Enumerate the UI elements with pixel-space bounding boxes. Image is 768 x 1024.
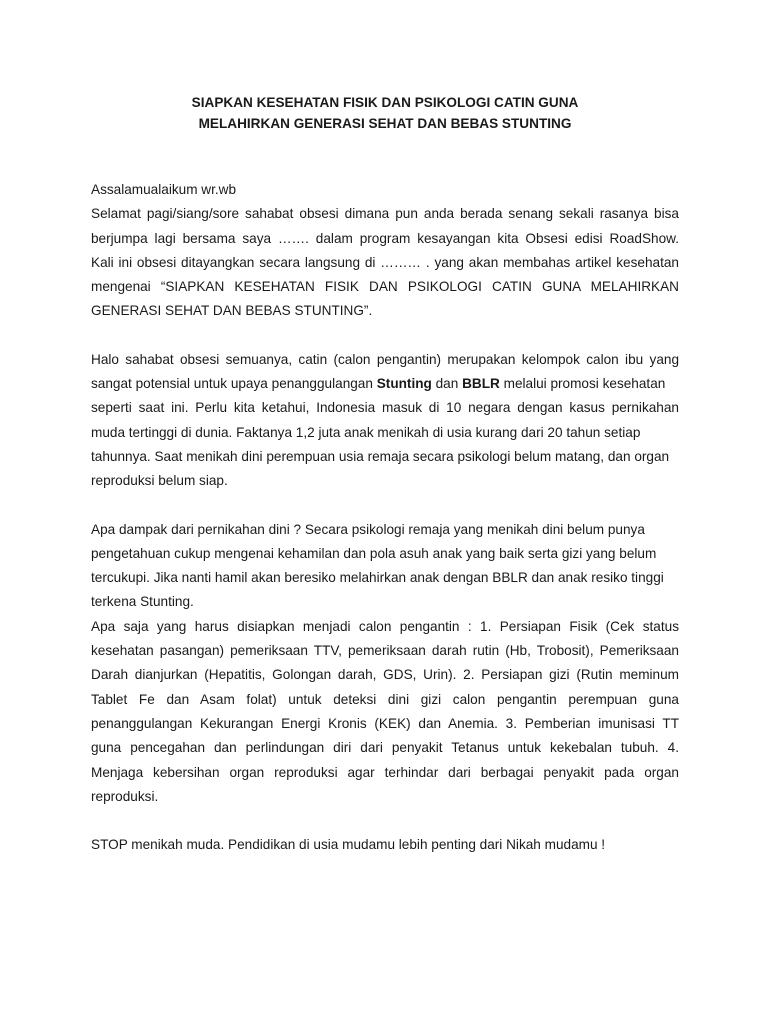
paragraph-line: terkena Stunting. [91, 594, 194, 610]
title-line-1: SIAPKAN KESEHATAN FISIK DAN PSIKOLOGI CATIN GUNA [191, 95, 579, 110]
paragraph-line: reproduksi belum siap. [91, 473, 228, 489]
paragraph-line: Darah dianjurkan (Hepatitis, Golongan darah, GDS, Urin). 2. Persiapan gizi (Rutin meminum [91, 667, 679, 683]
paragraph-line: Apa dampak dari pernikahan dini ? Secara psikologi remaja yang menikah dini belum punya [91, 521, 645, 537]
paragraph-line: penanggulangan Kekurangan Energi Kronis (KEK) dan Anemia. 3. Pemberian imunisasi TT [91, 715, 679, 731]
document-title [91, 92, 679, 134]
intro-line: mengenai “SIAPKAN KESEHATAN FISIK DAN PSIKOLOGI CATIN GUNA MELAHIRKAN [91, 279, 679, 295]
paragraph-line: kesehatan pasangan) pemeriksaan TTV, pemeriksaan darah rutin (Hb, Trobosit), Pemeriksaan [91, 643, 679, 659]
paragraph-line: tahunnya. Saat menikah dini perempuan usia remaja secara psikologi belum matang, dan organ [91, 448, 670, 464]
paragraph-line: sangat potensial untuk upaya penanggulangan Stunting dan BBLR melalui promosi kesehatan [91, 376, 666, 392]
intro-line: Selamat pagi/siang/sore sahabat obsesi dimana pun anda berada senang sekali rasanya bisa [91, 206, 679, 222]
document-page [91, 92, 679, 857]
intro-line: berjumpa lagi bersama saya ……. dalam program kesayangan kita Obsesi edisi RoadShow. [91, 230, 679, 246]
paragraph-line: tercukupi. Jika nanti hamil akan beresiko melahirkan anak dengan BBLR dan anak resiko tinggi [91, 570, 664, 586]
paragraph-line: Tablet Fe dan Asam folat) untuk deteksi dini gizi calon pengantin perempuan guna [91, 691, 679, 707]
paragraph-line: reproduksi. [91, 788, 159, 804]
paragraph-line: Halo sahabat obsesi semuanya, catin (calon pengantin) merupakan kelompok calon ibu yang [91, 351, 679, 367]
paragraph-line: seperti saat ini. Perlu kita ketahui, Indonesia masuk di 10 negara dengan kasus pernikahan [91, 400, 679, 416]
catin-paragraph [91, 348, 679, 494]
paragraph-line: Apa saja yang harus disiapkan menjadi calon pengantin : 1. Persiapan Fisik (Cek status [91, 618, 679, 634]
paragraph-line: Menjaga kebersihan organ reproduksi agar terhindar dari berbagai penyakit pada organ [91, 764, 679, 780]
paragraph-line: guna pencegahan dan perlindungan diri dari penyakit Tetanus untuk kekebalan tubuh. 4. [91, 740, 679, 756]
paragraph-line: muda tertinggi di dunia. Faktanya 1,2 juta anak menikah di usia kurang dari 20 tahun setiap [91, 424, 641, 440]
closing-text: STOP menikah muda. Pendidikan di usia mudamu lebih penting dari Nikah mudamu ! [91, 837, 606, 853]
closing-paragraph [91, 833, 679, 857]
intro-line: GENERASI SEHAT DAN BEBAS STUNTING”. [91, 303, 373, 319]
title-line-2: MELAHIRKAN GENERASI SEHAT DAN BEBAS STUNTING [198, 116, 572, 131]
intro-paragraph [91, 178, 679, 324]
paragraph-line: pengetahuan cukup mengenai kehamilan dan pola asuh anak yang baik serta gizi yang belum [91, 545, 657, 561]
stunting-bold: Stunting [376, 376, 432, 392]
bblr-bold: BBLR [462, 376, 500, 392]
impact-paragraph [91, 518, 679, 615]
greeting-text: Assalamualaikum wr.wb [91, 182, 237, 197]
intro-line: Kali ini obsesi ditayangkan secara langsung di ……… . yang akan membahas artikel kesehatan [91, 254, 679, 270]
preparation-paragraph [91, 615, 679, 809]
